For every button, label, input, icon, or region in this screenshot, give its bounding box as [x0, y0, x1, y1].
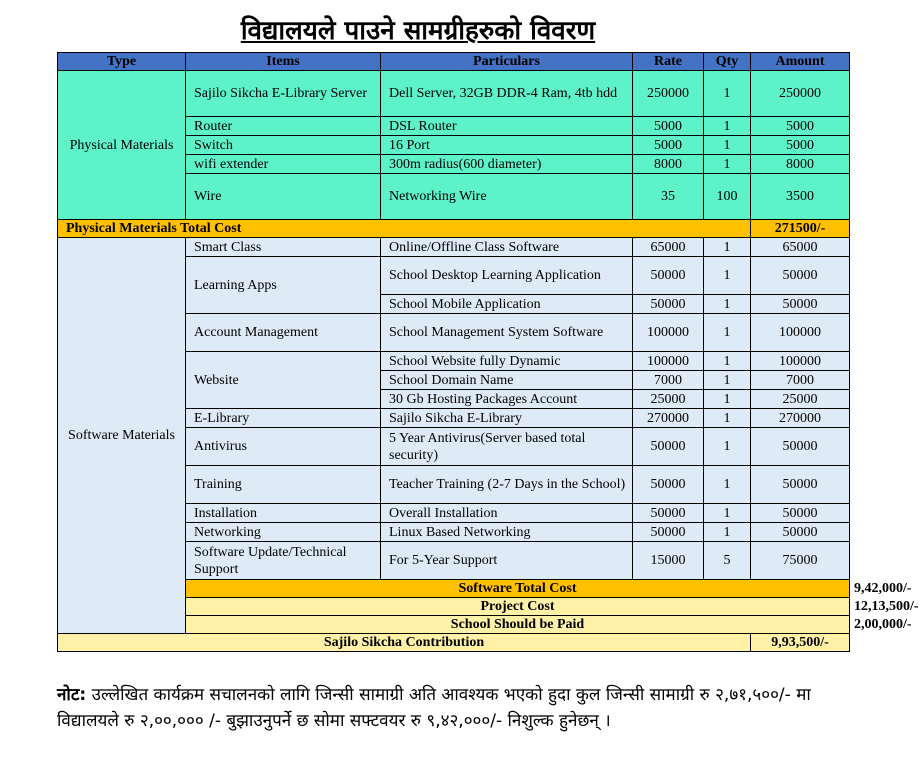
amount-cell: 50000	[751, 523, 850, 542]
header-particulars: Particulars	[381, 53, 633, 71]
header-amount: Amount	[751, 53, 850, 71]
particulars-cell: For 5-Year Support	[381, 542, 633, 580]
amount-cell: 7000	[751, 371, 850, 390]
header-row	[58, 53, 850, 71]
qty-cell: 1	[704, 117, 751, 136]
particulars-cell: School Mobile Application	[381, 295, 633, 314]
particulars-cell: DSL Router	[381, 117, 633, 136]
qty-cell: 100	[704, 174, 751, 220]
amount-cell: 50000	[751, 295, 850, 314]
item-cell: Antivirus	[186, 428, 381, 466]
rate-cell: 25000	[633, 390, 704, 409]
item-cell: Account Management	[186, 314, 381, 352]
rate-cell: 50000	[633, 504, 704, 523]
qty-cell: 1	[704, 295, 751, 314]
summary-row: Project Cost 12,13,500/-	[58, 598, 850, 616]
table-row	[58, 238, 850, 257]
rate-cell: 65000	[633, 238, 704, 257]
particulars-cell: School Desktop Learning Application	[381, 257, 633, 295]
item-cell: Software Update/Technical Support	[186, 542, 381, 580]
particulars-cell: Overall Installation	[381, 504, 633, 523]
qty-cell: 1	[704, 371, 751, 390]
particulars-cell: School Website fully Dynamic	[381, 352, 633, 371]
amount-cell: 250000	[751, 71, 850, 117]
software-total-label: Software Total Cost	[186, 580, 850, 598]
rate-cell: 5000	[633, 117, 704, 136]
particulars-cell: Networking Wire	[381, 174, 633, 220]
qty-cell: 1	[704, 71, 751, 117]
amount-cell: 75000	[751, 542, 850, 580]
rate-cell: 35	[633, 174, 704, 220]
item-cell: Installation	[186, 504, 381, 523]
rate-cell: 50000	[633, 523, 704, 542]
amount-cell: 270000	[751, 409, 850, 428]
rate-cell: 50000	[633, 428, 704, 466]
amount-cell: 3500	[751, 174, 850, 220]
amount-cell: 50000	[751, 257, 850, 295]
qty-cell: 1	[704, 390, 751, 409]
qty-cell: 5	[704, 542, 751, 580]
qty-cell: 1	[704, 352, 751, 371]
item-cell: Switch	[186, 136, 381, 155]
software-total-row: Software Total Cost 9,42,000/-	[58, 580, 850, 598]
summary-row	[58, 634, 850, 652]
item-cell: Sajilo Sikcha E-Library Server	[186, 71, 381, 117]
physical-total-row	[58, 220, 850, 238]
rate-cell: 8000	[633, 155, 704, 174]
qty-cell: 1	[704, 155, 751, 174]
qty-cell: 1	[704, 466, 751, 504]
rate-cell: 5000	[633, 136, 704, 155]
particulars-cell: School Domain Name	[381, 371, 633, 390]
particulars-cell: 300m radius(600 diameter)	[381, 155, 633, 174]
item-cell: E-Library	[186, 409, 381, 428]
amount-cell: 5000	[751, 117, 850, 136]
summary-label: Sajilo Sikcha Contribution	[58, 634, 751, 652]
qty-cell: 1	[704, 238, 751, 257]
qty-cell: 1	[704, 428, 751, 466]
particulars-cell: 30 Gb Hosting Packages Account	[381, 390, 633, 409]
summary-value: 9,93,500/-	[751, 634, 850, 652]
amount-cell: 100000	[751, 352, 850, 371]
rate-cell: 100000	[633, 314, 704, 352]
particulars-cell: Dell Server, 32GB DDR-4 Ram, 4tb hdd	[381, 71, 633, 117]
table-row	[58, 71, 850, 117]
item-cell: Learning Apps	[186, 257, 381, 314]
item-cell: Networking	[186, 523, 381, 542]
header-items: Items	[186, 53, 381, 71]
qty-cell: 1	[704, 136, 751, 155]
item-cell: Smart Class	[186, 238, 381, 257]
rate-cell: 50000	[633, 295, 704, 314]
rate-cell: 100000	[633, 352, 704, 371]
rate-cell: 15000	[633, 542, 704, 580]
item-cell: Training	[186, 466, 381, 504]
amount-cell: 50000	[751, 504, 850, 523]
item-cell: wifi extender	[186, 155, 381, 174]
particulars-cell: Linux Based Networking	[381, 523, 633, 542]
amount-cell: 5000	[751, 136, 850, 155]
summary-label: Project Cost	[186, 598, 850, 616]
type-software: Software Materials	[58, 238, 186, 634]
header-rate: Rate	[633, 53, 704, 71]
particulars-cell: 5 Year Antivirus(Server based total security)	[381, 428, 633, 466]
amount-cell: 8000	[751, 155, 850, 174]
rate-cell: 7000	[633, 371, 704, 390]
particulars-cell: 16 Port	[381, 136, 633, 155]
note-text: उल्लेखित कार्यक्रम सचालनको लागि जिन्सी सामाग्री अति आवश्यक भएको हुदा कुल जिन्सी सामाग्री रु २,७१,५००/- मा विद्यालयले रु २,००,००० /- बुझाउनुपर्ने छ सोमा सफ्टवयर रु ९,४२,०००/- निशुल्क हुनेछन् ।	[57, 685, 811, 731]
rate-cell: 50000	[633, 257, 704, 295]
item-cell: Wire	[186, 174, 381, 220]
header-qty: Qty	[704, 53, 751, 71]
rate-cell: 50000	[633, 466, 704, 504]
particulars-cell: Teacher Training (2-7 Days in the School)	[381, 466, 633, 504]
qty-cell: 1	[704, 257, 751, 295]
particulars-cell: Sajilo Sikcha E-Library	[381, 409, 633, 428]
qty-cell: 1	[704, 523, 751, 542]
summary-row: School Should be Paid 2,00,000/-	[58, 616, 850, 634]
note-label: नोट:	[57, 685, 87, 705]
amount-cell: 65000	[751, 238, 850, 257]
amount-cell: 50000	[751, 428, 850, 466]
header-type: Type	[58, 53, 186, 71]
physical-total-value: 271500/-	[751, 220, 850, 238]
item-cell: Website	[186, 352, 381, 409]
particulars-cell: School Management System Software	[381, 314, 633, 352]
page-title: विद्यालयले पाउने सामग्रीहरुको विवरण	[240, 16, 596, 46]
type-physical: Physical Materials	[58, 71, 186, 220]
amount-cell: 100000	[751, 314, 850, 352]
qty-cell: 1	[704, 314, 751, 352]
particulars-cell: Online/Offline Class Software	[381, 238, 633, 257]
qty-cell: 1	[704, 504, 751, 523]
rate-cell: 250000	[633, 71, 704, 117]
item-cell: Router	[186, 117, 381, 136]
materials-table	[57, 52, 919, 652]
amount-cell: 25000	[751, 390, 850, 409]
physical-total-label: Physical Materials Total Cost	[58, 220, 751, 238]
note-paragraph	[57, 682, 857, 734]
rate-cell: 270000	[633, 409, 704, 428]
amount-cell: 50000	[751, 466, 850, 504]
summary-label: School Should be Paid	[186, 616, 850, 634]
qty-cell: 1	[704, 409, 751, 428]
